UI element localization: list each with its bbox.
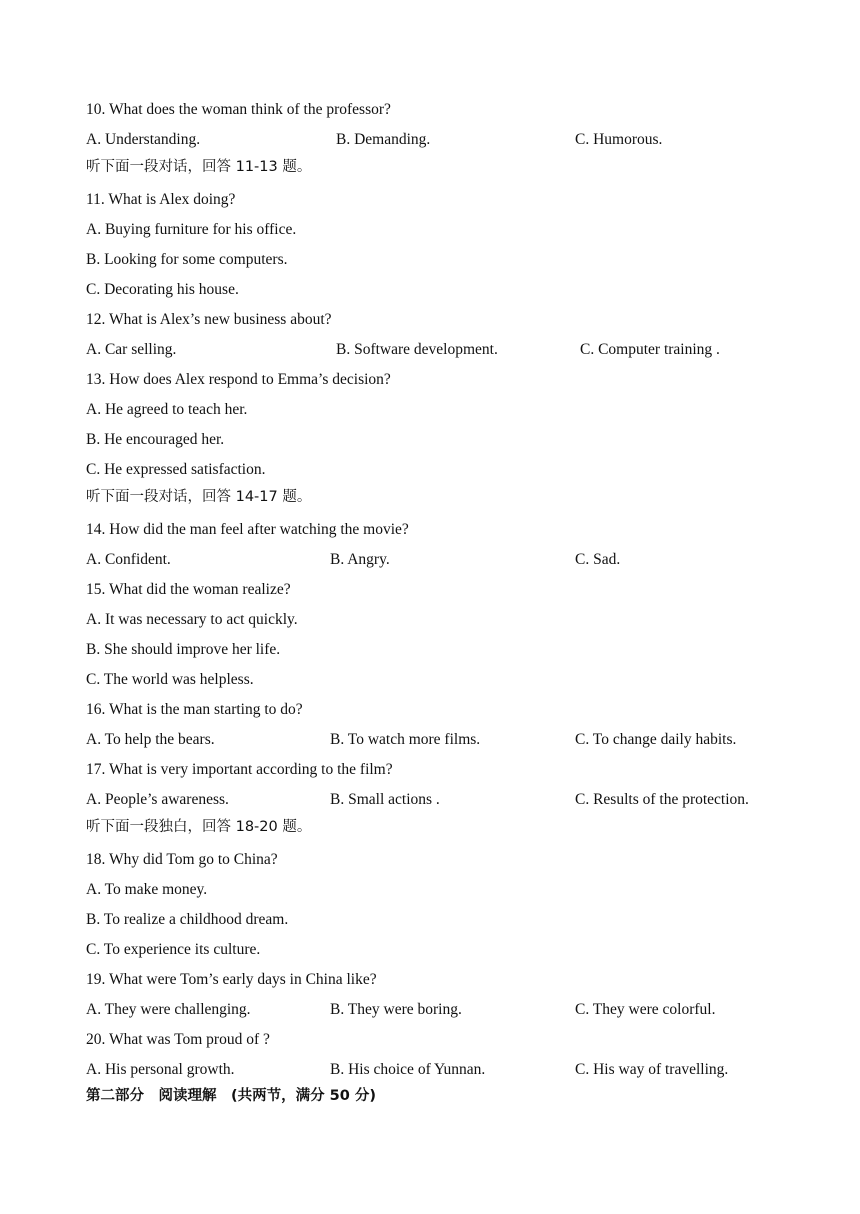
question-12: 12. What is Alex’s new business about?	[86, 311, 332, 328]
question-10: 10. What does the woman think of the professor?	[86, 101, 391, 118]
q18-option-b: B. To realize a childhood dream.	[86, 911, 289, 928]
q18-option-c: C. To experience its culture.	[86, 941, 261, 958]
q20-option-a: A. His personal growth.	[86, 1061, 235, 1078]
q15-option-a: A. It was necessary to act quickly.	[86, 611, 298, 628]
question-11: 11. What is Alex doing?	[86, 191, 236, 208]
q11-option-b: B. Looking for some computers.	[86, 251, 288, 268]
q16-option-a: A. To help the bears.	[86, 731, 215, 748]
q16-option-c: C. To change daily habits.	[575, 731, 737, 748]
q18-option-a: A. To make money.	[86, 881, 208, 898]
question-20: 20. What was Tom proud of ?	[86, 1031, 270, 1048]
question-19: 19. What were Tom’s early days in China like?	[86, 971, 377, 988]
q10-option-c: C. Humorous.	[575, 131, 663, 148]
q12-option-a: A. Car selling.	[86, 341, 177, 358]
q11-option-c: C. Decorating his house.	[86, 281, 239, 298]
section-instruction-11-13: 听下面一段对话，回答 11-13 题。	[86, 159, 312, 175]
q12-option-b: B. Software development.	[336, 341, 498, 358]
question-18: 18. Why did Tom go to China?	[86, 851, 278, 868]
q13-option-b: B. He encouraged her.	[86, 431, 225, 448]
q10-option-b: B. Demanding.	[336, 131, 431, 148]
section-instruction-18-20: 听下面一段独白，回答 18-20 题。	[86, 819, 312, 835]
q15-option-b: B. She should improve her life.	[86, 641, 281, 658]
q20-option-b: B. His choice of Yunnan.	[330, 1061, 486, 1078]
q20-option-c: C. His way of travelling.	[575, 1061, 729, 1078]
q17-option-a: A. People’s awareness.	[86, 791, 229, 808]
q19-option-a: A. They were challenging.	[86, 1001, 251, 1018]
question-15: 15. What did the woman realize?	[86, 581, 291, 598]
q13-option-a: A. He agreed to teach her.	[86, 401, 248, 418]
q19-option-c: C. They were colorful.	[575, 1001, 716, 1018]
q13-option-c: C. He expressed satisfaction.	[86, 461, 266, 478]
q10-option-a: A. Understanding.	[86, 131, 201, 148]
q16-option-b: B. To watch more films.	[330, 731, 481, 748]
q11-option-a: A. Buying furniture for his office.	[86, 221, 297, 238]
q17-option-b: B. Small actions .	[330, 791, 440, 808]
question-16: 16. What is the man starting to do?	[86, 701, 303, 718]
section-instruction-14-17: 听下面一段对话，回答 14-17 题。	[86, 489, 312, 505]
q15-option-c: C. The world was helpless.	[86, 671, 254, 688]
q14-option-c: C. Sad.	[575, 551, 621, 568]
q14-option-b: B. Angry.	[330, 551, 390, 568]
q14-option-a: A. Confident.	[86, 551, 171, 568]
q19-option-b: B. They were boring.	[330, 1001, 462, 1018]
question-17: 17. What is very important according to the film?	[86, 761, 393, 778]
question-13: 13. How does Alex respond to Emma’s decision?	[86, 371, 391, 388]
part-two-heading: 第二部分 阅读理解 (共两节，满分 50 分)	[86, 1088, 377, 1104]
q12-option-c: C. Computer training .	[580, 341, 720, 358]
q17-option-c: C. Results of the protection.	[575, 791, 749, 808]
question-14: 14. How did the man feel after watching the movie?	[86, 521, 409, 538]
